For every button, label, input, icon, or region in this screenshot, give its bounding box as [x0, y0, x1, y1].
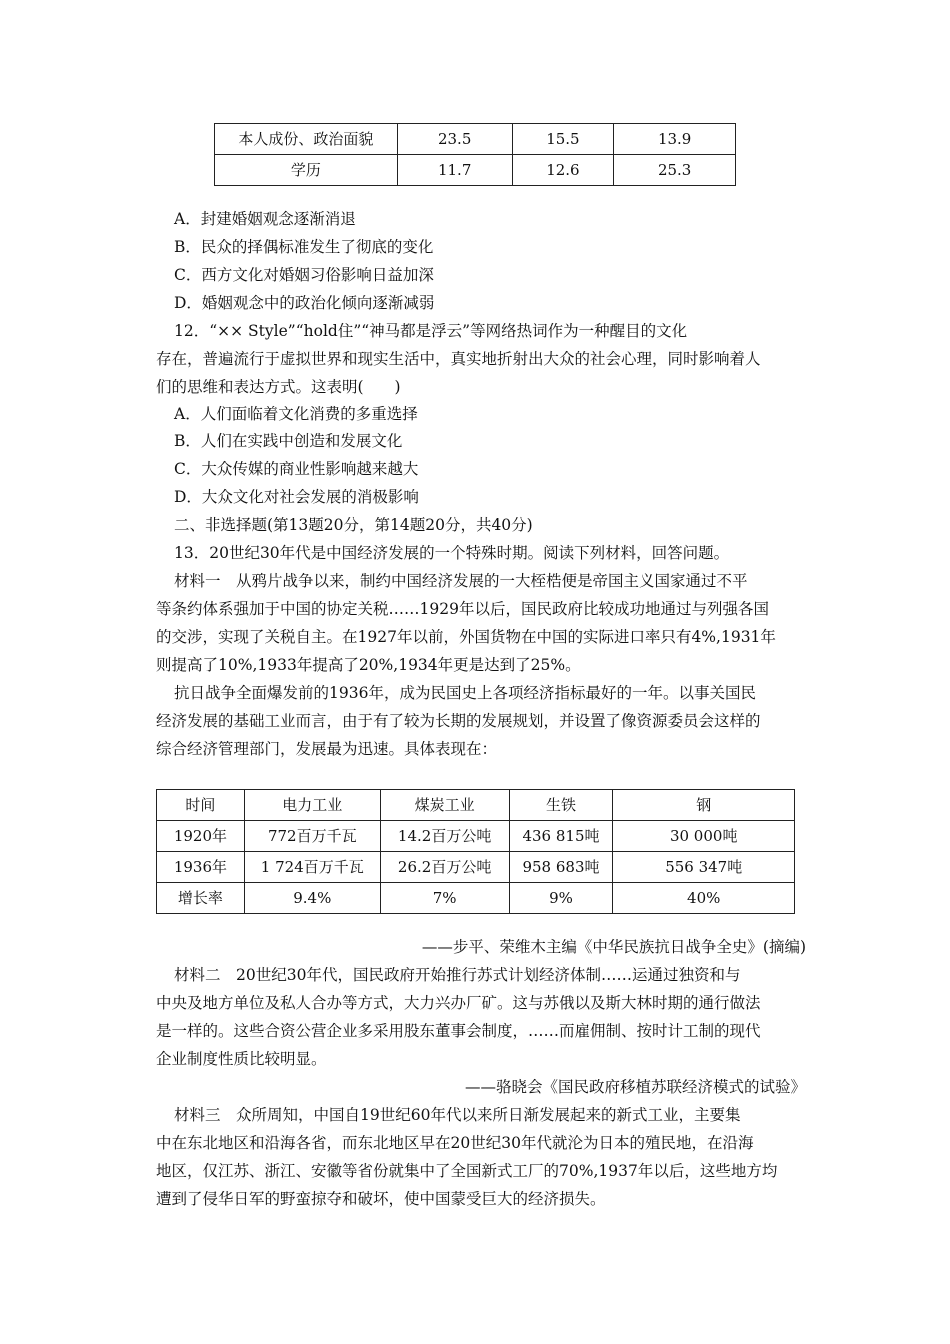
source-citation: ——步平、荣维木主编《中华民族抗日战争全史》(摘编)	[421, 938, 806, 956]
table-cell: 436 815吨	[509, 821, 613, 852]
table-header-cell: 生铁	[509, 790, 613, 821]
table-header-cell: 电力工业	[244, 790, 380, 821]
table-cell: 7%	[380, 883, 509, 914]
material2-line: 材料二 20世纪30年代，国民政府开始推行苏式计划经济体制……运通过独资和与	[174, 966, 741, 984]
material1-line: 则提高了10%,1933年提高了20%,1934年更是达到了25%。	[156, 656, 581, 674]
q12-stem-line: 们的思维和表达方式。这表明( )	[156, 378, 401, 396]
table-row	[157, 883, 795, 914]
table-cell: 9.4%	[244, 883, 380, 914]
q11-option-a: A．封建婚姻观念逐渐消退	[174, 210, 356, 228]
material1-line: 的交涉，实现了关税自主。在1927年以前，外国货物在中国的实际进口率只有4%,1931年	[156, 628, 776, 646]
material2-line: 是一样的。这些合资公营企业多采用股东董事会制度，……而雇佣制、按时计工制的现代	[156, 1022, 761, 1040]
industry-stats-table	[156, 789, 795, 914]
material1-line: 等条约体系强加于中国的协定关税……1929年以后，国民政府比较成功地通过与列强各国	[156, 600, 769, 618]
marriage-criteria-table	[214, 123, 736, 186]
table-cell: 30 000吨	[613, 821, 795, 852]
table-cell: 14.2百万公吨	[380, 821, 509, 852]
material3-line: 中在东北地区和沿海各省，而东北地区早在20世纪30年代就沦为日本的殖民地，在沿海	[156, 1134, 754, 1152]
material1-para2-line: 经济发展的基础工业而言，由于有了较为长期的发展规划，并设置了像资源委员会这样的	[156, 712, 761, 730]
material2-line: 中央及地方单位及私人合办等方式，大力兴办厂矿。这与苏俄以及斯大林时期的通行做法	[156, 994, 761, 1012]
table-cell: 11.7	[397, 155, 512, 186]
material1-para2-line: 抗日战争全面爆发前的1936年，成为民国史上各项经济指标最好的一年。以事关国民	[174, 684, 756, 702]
table-header-cell: 煤炭工业	[380, 790, 509, 821]
table-row	[157, 852, 795, 883]
material3-line: 遭到了侵华日军的野蛮掠夺和破坏，使中国蒙受巨大的经济损失。	[156, 1190, 606, 1208]
material3-line: 材料三 众所周知，中国自19世纪60年代以来所日渐发展起来的新式工业，主要集	[174, 1106, 741, 1124]
q12-option-c: C．大众传媒的商业性影响越来越大	[174, 460, 419, 478]
q12-stem-line: 12．“×× Style”“hold住”“神马都是浮云”等网络热词作为一种醒目的文化	[174, 322, 688, 340]
q11-option-c: C．西方文化对婚姻习俗影响日益加深	[174, 266, 434, 284]
table-row	[215, 155, 736, 186]
table-cell: 23.5	[397, 124, 512, 155]
table-cell: 13.9	[614, 124, 736, 155]
table-cell: 15.5	[512, 124, 614, 155]
material1-line: 材料一 从鸦片战争以来，制约中国经济发展的一大桎梏便是帝国主义国家通过不平	[174, 572, 748, 590]
table-header-cell: 钢	[613, 790, 795, 821]
table-row	[215, 124, 736, 155]
q11-option-b: B．民众的择偶标准发生了彻底的变化	[174, 238, 434, 256]
q12-stem-line: 存在，普遍流行于虚拟世界和现实生活中，真实地折射出大众的社会心理，同时影响着人	[156, 350, 761, 368]
table-cell: 1920年	[157, 821, 245, 852]
table-row	[157, 821, 795, 852]
table-cell: 本人成份、政治面貌	[215, 124, 398, 155]
source-citation: ——骆晓会《国民政府移植苏联经济模式的试验》	[464, 1078, 806, 1096]
table-cell: 12.6	[512, 155, 614, 186]
q12-option-d: D．大众文化对社会发展的消极影响	[174, 488, 419, 506]
table-header-row	[157, 790, 795, 821]
section-heading: 二、非选择题(第13题20分，第14题20分，共40分)	[174, 516, 533, 534]
table-header-cell: 时间	[157, 790, 245, 821]
table-cell: 26.2百万公吨	[380, 852, 509, 883]
table-cell: 772百万千瓦	[244, 821, 380, 852]
q11-option-d: D．婚姻观念中的政治化倾向逐渐减弱	[174, 294, 435, 312]
table-cell: 1936年	[157, 852, 245, 883]
table-cell: 556 347吨	[613, 852, 795, 883]
table-cell: 40%	[613, 883, 795, 914]
q13-intro: 13．20世纪30年代是中国经济发展的一个特殊时期。阅读下列材料，回答问题。	[174, 544, 730, 562]
table-cell: 9%	[509, 883, 613, 914]
table-cell: 1 724百万千瓦	[244, 852, 380, 883]
material2-line: 企业制度性质比较明显。	[156, 1050, 327, 1068]
table-cell: 增长率	[157, 883, 245, 914]
material3-line: 地区，仅江苏、浙江、安徽等省份就集中了全国新式工厂的70%,1937年以后，这些地方均	[156, 1162, 778, 1180]
q12-option-b: B．人们在实践中创造和发展文化	[174, 432, 403, 450]
table-cell: 学历	[215, 155, 398, 186]
material1-para2-line: 综合经济管理部门，发展最为迅速。具体表现在：	[156, 740, 498, 758]
table-cell: 25.3	[614, 155, 736, 186]
q12-option-a: A．人们面临着文化消费的多重选择	[174, 405, 418, 423]
table-cell: 958 683吨	[509, 852, 613, 883]
